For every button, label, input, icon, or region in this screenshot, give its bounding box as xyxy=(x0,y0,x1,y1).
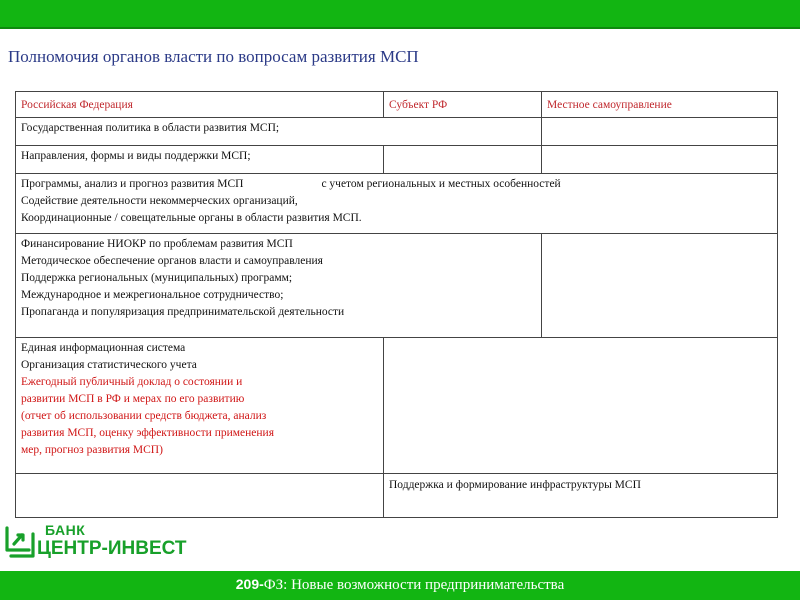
report-text-line: развития МСП, оценку эффективности применения xyxy=(21,427,274,439)
regional-features-text: с учетом региональных и местных особенностей xyxy=(321,178,561,190)
cell-text-line: Единая информационная система xyxy=(21,342,186,354)
table-row xyxy=(16,234,778,338)
row-information-system xyxy=(16,338,384,474)
table-row xyxy=(16,174,778,234)
logo-bank-name: ЦЕНТР-ИНВЕСТ xyxy=(37,538,187,559)
cell-text-line: Международное и межрегиональное сотрудничество; xyxy=(21,289,284,301)
cell-text-line: Финансирование НИОКР по проблемам развития МСП xyxy=(21,238,293,250)
table-row xyxy=(16,146,778,174)
cell-text: Направления, формы и виды поддержки МСП; xyxy=(21,150,251,162)
table-row xyxy=(16,338,778,474)
cell-text-line xyxy=(21,176,772,193)
report-text-line: Ежегодный публичный доклад о состоянии и xyxy=(21,376,243,388)
empty-cell xyxy=(384,338,778,474)
page-title: Полномочия органов власти по вопросам развития МСП xyxy=(8,47,419,66)
row-programs xyxy=(16,174,778,234)
footer-bar xyxy=(0,571,800,600)
row-state-policy xyxy=(16,118,542,146)
cell-text-line: Поддержка региональных (муниципальных) программ; xyxy=(21,272,293,284)
footer-law-number: 209- xyxy=(235,576,264,592)
row-infrastructure xyxy=(384,474,778,518)
report-text-line: мер, прогноз развития МСП) xyxy=(21,444,163,456)
empty-cell xyxy=(542,118,778,146)
column-header-federation: Российская Федерация xyxy=(16,92,384,118)
table-row xyxy=(16,118,778,146)
table-row xyxy=(16,474,778,518)
programs-text: Программы, анализ и прогноз развития МСП xyxy=(21,178,244,190)
column-header-region: Субъект РФ xyxy=(384,92,542,118)
top-bar xyxy=(0,0,800,29)
report-text-line: развитии МСП в РФ и мерах по его развитию xyxy=(21,393,245,405)
bank-logo xyxy=(3,522,203,562)
cell-text-line: Методическое обеспечение органов власти и самоуправления xyxy=(21,255,323,267)
cell-text-line: Координационные / совещательные органы в области развития МСП. xyxy=(21,212,362,224)
logo-bank-word: БАНК xyxy=(45,522,86,538)
empty-cell xyxy=(16,474,384,518)
cell-text: Государственная политика в области развития МСП; xyxy=(21,122,280,134)
cell-text-line: Организация статистического учета xyxy=(21,359,197,371)
empty-cell xyxy=(542,234,778,338)
report-text-line: (отчет об использовании средств бюджета, анализ xyxy=(21,410,267,422)
cell-text: Поддержка и формирование инфраструктуры МСП xyxy=(389,479,641,491)
cell-text-line: Содействие деятельности некоммерческих организаций, xyxy=(21,195,298,207)
authority-table xyxy=(15,91,778,518)
row-financing xyxy=(16,234,542,338)
table-header-row xyxy=(16,92,778,118)
empty-cell xyxy=(542,146,778,174)
column-header-local: Местное самоуправление xyxy=(542,92,778,118)
empty-cell xyxy=(384,146,542,174)
row-support-directions xyxy=(16,146,384,174)
cell-text-line: Пропаганда и популяризация предпринимательской деятельности xyxy=(21,306,345,318)
footer-text: ФЗ: Новые возможности предпринимательства xyxy=(263,577,565,593)
